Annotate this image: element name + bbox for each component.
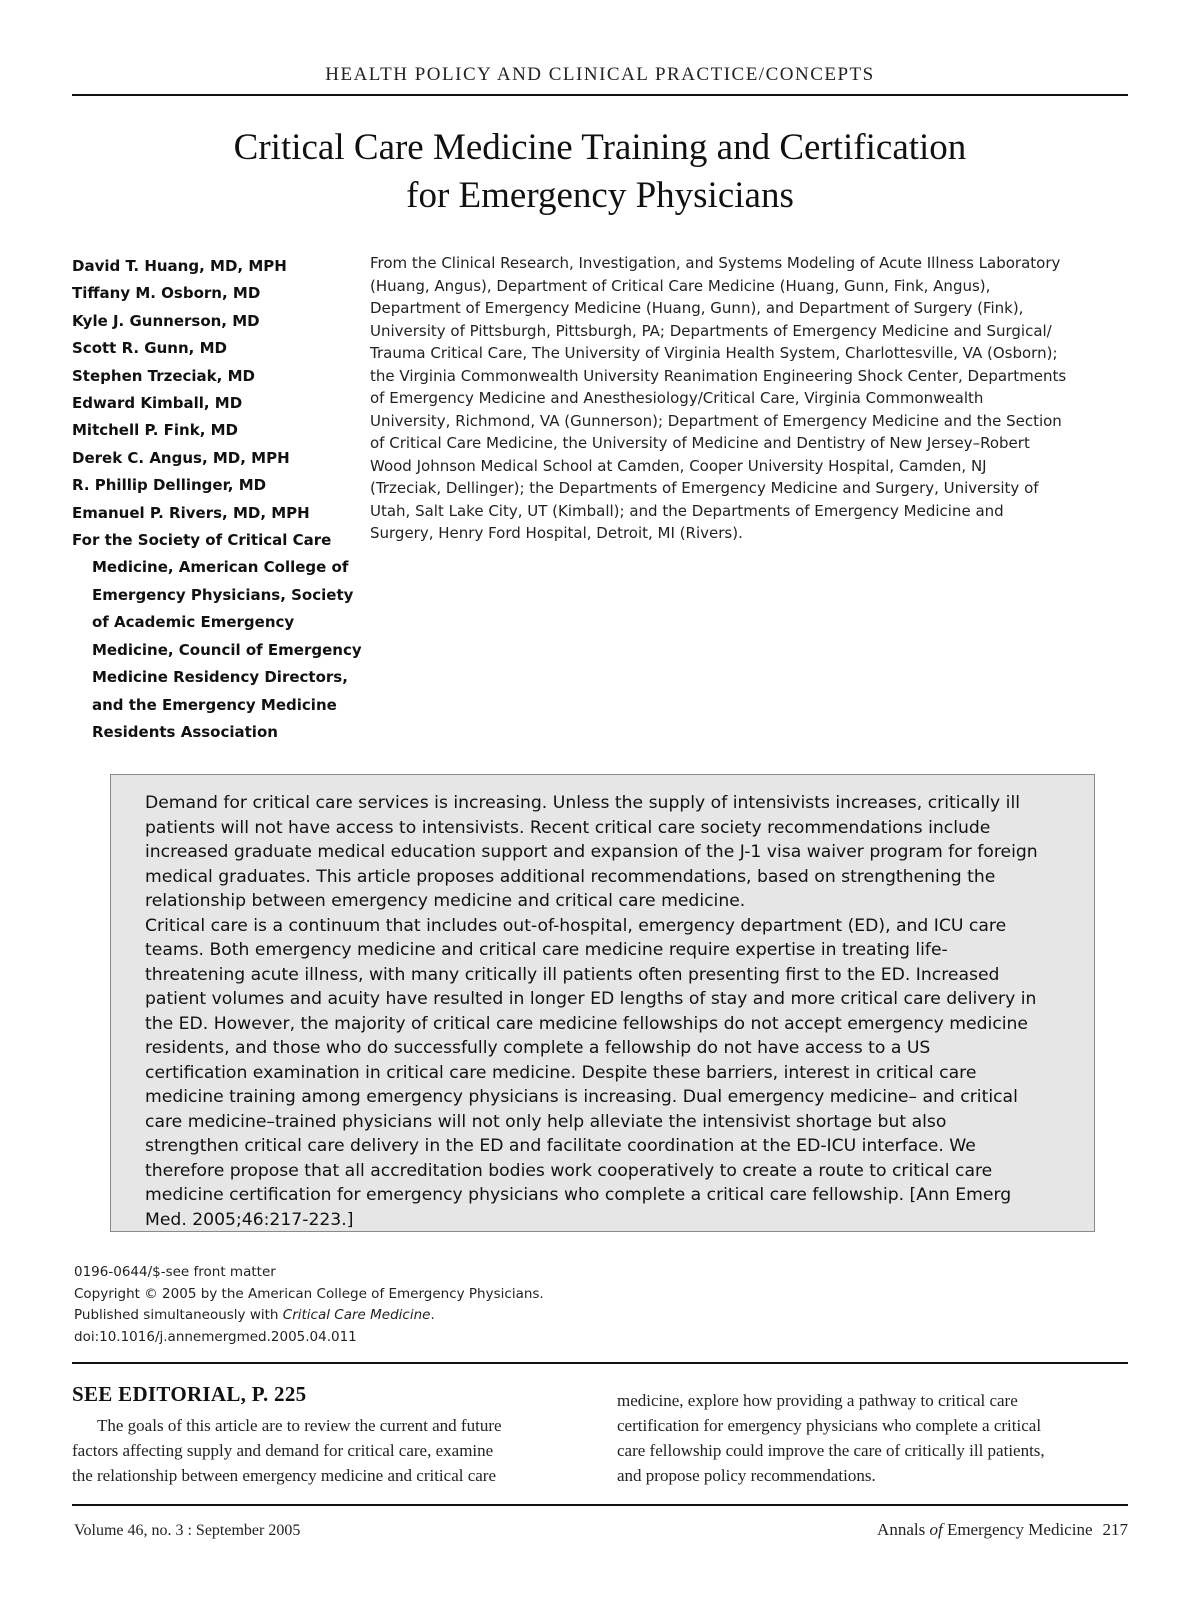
page-number: 217 — [1102, 1520, 1128, 1539]
published-prefix: Published simultaneously with — [74, 1307, 283, 1323]
abstract-line: relationship between emergency medicine and critical care medicine. — [145, 891, 746, 911]
author-name: Stephen Trzeciak, MD — [72, 366, 255, 385]
journal-name-prefix: Annals — [877, 1520, 930, 1539]
abstract-line: teams. Both emergency medicine and critical care medicine require expertise in treating life- — [145, 940, 948, 960]
issn-line: 0196-0644/$-see front matter — [74, 1264, 276, 1280]
societies-line: of Academic Emergency — [92, 613, 295, 632]
societies-line: Medicine, Council of Emergency — [92, 640, 362, 659]
affiliation-line: the Virginia Commonwealth University Reanimation Engineering Shock Center, Departments — [370, 366, 1067, 385]
author-name: David T. Huang, MD, MPH — [72, 257, 287, 275]
published-suffix: . — [430, 1307, 435, 1323]
abstract-text — [145, 791, 1075, 1232]
affiliation-line: Department of Emergency Medicine (Huang, Gunn), and Department of Surgery (Fink), — [370, 299, 1024, 317]
abstract-line: medicine certification for emergency physicians who complete a critical care fellowship. [Ann Emerg — [145, 1185, 1012, 1205]
author-name: Tiffany M. Osborn, MD — [72, 284, 261, 303]
abstract-line: patient volumes and acuity have resulted in longer ED lengths of stay and more critical care delivery in — [145, 989, 1037, 1009]
body-line: medicine, explore how providing a pathway to critical care — [617, 1391, 1018, 1410]
journal-footer — [877, 1520, 1128, 1540]
author-name: Edward Kimball, MD — [72, 394, 243, 413]
societies-line: Medicine Residency Directors, — [92, 668, 348, 687]
published-line — [74, 1305, 544, 1327]
published-journal: Critical Care Medicine — [282, 1307, 431, 1323]
abstract-line: Med. 2005;46:217-223.] — [145, 1209, 354, 1230]
affiliation-line: University of Pittsburgh, Pittsburgh, PA; Departments of Emergency Medicine and Surgical/ — [370, 321, 1052, 340]
abstract-line: Critical care is a continuum that includes out-of-hospital, emergency department (ED), and ICU care — [145, 915, 1007, 936]
abstract-line: medicine training among emergency physicians is increasing. Dual emergency medicine– and critical — [145, 1087, 1018, 1107]
footer-rule — [72, 1504, 1128, 1506]
affiliation-line: Trauma Critical Care, The University of Virginia Health System, Charlottesville, VA (Osborn); — [370, 344, 1058, 362]
abstract-line: threatening acute illness, with many critically ill patients often presenting first to the ED. Increased — [145, 964, 1000, 985]
abstract-line: the ED. However, the majority of critical care medicine fellowships do not accept emergency medicine — [145, 1013, 1029, 1034]
abstract-line: Demand for critical care services is increasing. Unless the supply of intensivists increases, critically ill — [145, 793, 1020, 813]
societies-line: and the Emergency Medicine — [92, 695, 337, 714]
article-title — [72, 124, 1128, 220]
body-line: care fellowship could improve the care of critically ill patients, — [617, 1441, 1045, 1460]
affiliations — [370, 252, 1115, 545]
abstract-box — [110, 774, 1095, 1232]
societies-line: For the Society of Critical Care — [72, 531, 332, 550]
body-line: factors affecting supply and demand for critical care, examine — [72, 1441, 494, 1460]
article-title-line: for Emergency Physicians — [406, 175, 794, 216]
affiliation-line: Utah, Salt Lake City, UT (Kimball); and the Departments of Emergency Medicine and — [370, 501, 1004, 520]
middle-rule — [72, 1362, 1128, 1364]
top-rule — [72, 94, 1128, 96]
author-name: Scott R. Gunn, MD — [72, 339, 227, 358]
author-name: R. Phillip Dellinger, MD — [72, 476, 267, 495]
section-label: HEALTH POLICY AND CLINICAL PRACTICE/CONCEPTS — [325, 64, 875, 85]
abstract-line: therefore propose that all accreditation bodies work cooperatively to create a route to critical care — [145, 1160, 993, 1181]
issue-info: Volume 46, no. 3 : September 2005 — [74, 1522, 301, 1539]
author-name: Derek C. Angus, MD, MPH — [72, 448, 290, 467]
societies-line: Medicine, American College of — [92, 558, 349, 577]
abstract-line: strengthen critical care delivery in the ED and facilitate coordination at the ED-ICU interface. We — [145, 1136, 976, 1156]
body-line: and propose policy recommendations. — [617, 1466, 876, 1485]
abstract-line: increased graduate medical education support and expansion of the J-1 visa waiver program for foreign — [145, 842, 1038, 862]
body-line: certification for emergency physicians who complete a critical — [617, 1416, 1042, 1435]
body-column-right — [617, 1388, 1132, 1488]
abstract-line: patients will not have access to intensivists. Recent critical care society recommendations include — [145, 817, 991, 838]
journal-name-italic: of — [929, 1520, 943, 1539]
affiliation-line: From the Clinical Research, Investigation, and Systems Modeling of Acute Illness Laboratory — [370, 254, 1061, 272]
abstract-line: certification examination in critical care medicine. Despite these barriers, interest in critical care — [145, 1062, 977, 1083]
author-name: Emanuel P. Rivers, MD, MPH — [72, 503, 310, 522]
body-line: the relationship between emergency medicine and critical care — [72, 1466, 497, 1485]
editorial-heading: SEE EDITORIAL, P. 225 — [72, 1382, 307, 1406]
affiliation-line: University, Richmond, VA (Gunnerson); Department of Emergency Medicine and the Section — [370, 411, 1062, 430]
journal-name-suffix: Emergency Medicine — [942, 1520, 1093, 1539]
affiliation-line: of Critical Care Medicine, the University of Medicine and Dentistry of New Jersey–Robert — [370, 434, 1030, 452]
article-title-line: Critical Care Medicine Training and Certification — [233, 127, 967, 168]
affiliation-line: of Emergency Medicine and Anesthesiology/Critical Care, Virginia Commonwealth — [370, 389, 984, 407]
abstract-line: care medicine–trained physicians will not only help alleviate the intensivist shortage but also — [145, 1111, 947, 1132]
author-list — [72, 253, 372, 746]
abstract-line: residents, and those who do successfully complete a fellowship do not have access to a US — [145, 1038, 931, 1058]
front-matter — [74, 1262, 544, 1348]
affiliation-line: (Trzeciak, Dellinger); the Departments of Emergency Medicine and Surgery, University of — [370, 479, 1039, 497]
affiliation-line: (Huang, Angus), Department of Critical Care Medicine (Huang, Gunn, Fink, Angus), — [370, 276, 991, 295]
abstract-line: medical graduates. This article proposes additional recommendations, based on strengthening the — [145, 866, 996, 887]
affiliation-line: Surgery, Henry Ford Hospital, Detroit, MI (Rivers). — [370, 524, 743, 542]
copyright-line: Copyright © 2005 by the American College of Emergency Physicians. — [74, 1285, 544, 1302]
societies-line: Residents Association — [92, 722, 278, 741]
author-name: Mitchell P. Fink, MD — [72, 421, 238, 440]
body-column-left — [72, 1413, 592, 1488]
societies-line: Emergency Physicians, Society — [92, 585, 354, 604]
body-line: The goals of this article are to review the current and future — [97, 1416, 502, 1435]
author-name: Kyle J. Gunnerson, MD — [72, 311, 260, 330]
doi-line: doi:10.1016/j.annemergmed.2005.04.011 — [74, 1328, 357, 1345]
affiliation-line: Wood Johnson Medical School at Camden, Cooper University Hospital, Camden, NJ — [370, 456, 987, 475]
